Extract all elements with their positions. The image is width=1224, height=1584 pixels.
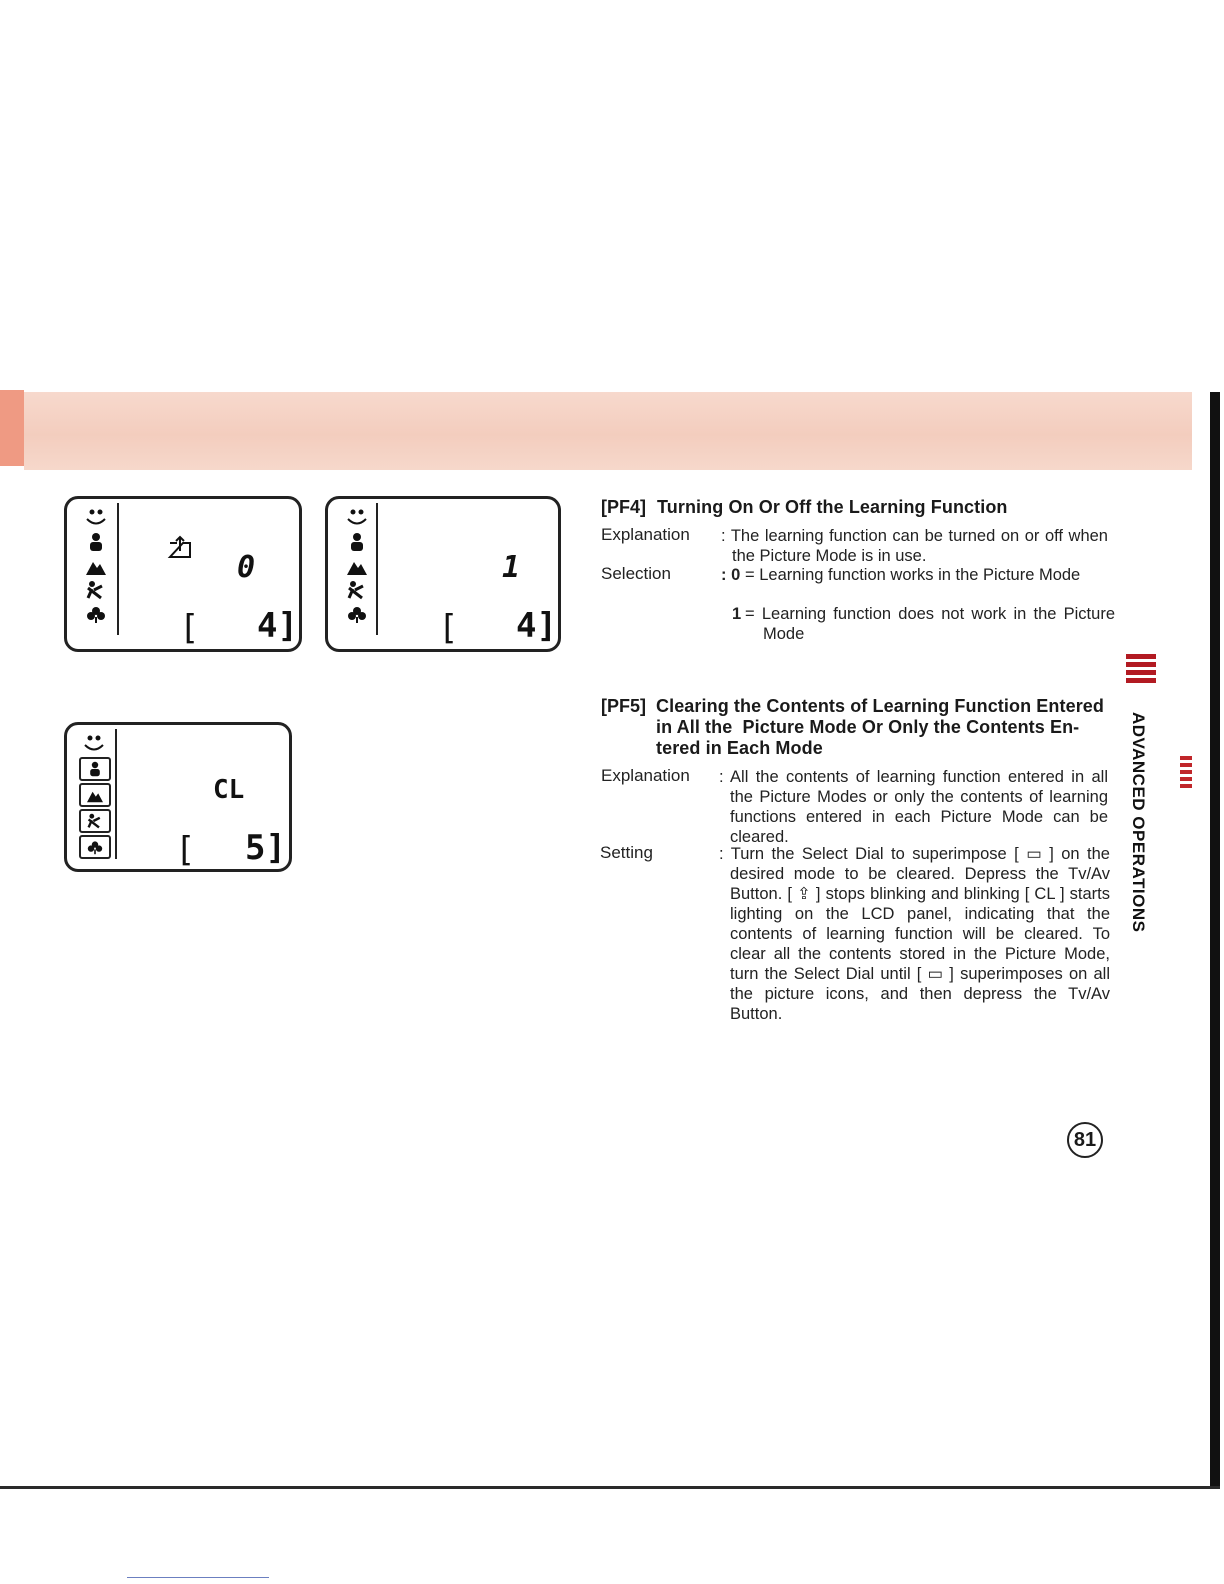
lcd-value: 0 xyxy=(237,550,256,585)
pf5-title-line3: tered in Each Mode xyxy=(656,738,823,758)
macro-icon xyxy=(83,603,109,625)
portrait-icon xyxy=(79,757,111,781)
pf4-option1-text: = Learning function does not work in the Picture Mode xyxy=(745,605,1115,643)
lcd-value: 1 xyxy=(502,550,521,585)
page-number: 81 xyxy=(1067,1122,1103,1158)
blue-underline xyxy=(127,1577,269,1578)
sports-icon xyxy=(79,809,111,833)
landscape-icon xyxy=(83,555,109,577)
pf5-setting-text: : Turn the Select Dial to superimpose [ ▭ ] on the desired mode to be cleared. Depress the Tv/Av Button. [ ⇪ ] stops blinking and blinking [ CL ] starts lighting on the LCD panel, indicating that the contents of learning function will be cleared. To clear all the contents stored in the Picture Mode, turn the Select Dial until [ ▭ ] superimposes on all the picture icons, and then depress the Tv/Av Button. xyxy=(719,845,1110,1023)
learning-icon xyxy=(167,535,193,564)
pf4-explanation-label: Explanation xyxy=(601,525,690,544)
pf5-explanation-label: Explanation xyxy=(601,766,690,785)
lcd-panel-2 xyxy=(325,496,561,652)
lcd-custom-number: 4] xyxy=(257,606,298,646)
bottom-rule xyxy=(0,1486,1220,1489)
pf4-option1-key: 1 xyxy=(732,605,742,623)
lcd-clear-indicator: CL xyxy=(213,775,245,805)
pf5-explanation-text: : All the contents of learning function entered in all the Picture Modes or only the contents of learning functions entered in each Picture Mode can be cleared. xyxy=(719,768,1108,846)
page-edge-bar xyxy=(1210,392,1220,1488)
lcd-bracket: [ xyxy=(175,830,196,870)
side-section-label: ADVANCED OPERATIONS xyxy=(1129,712,1148,933)
smiley-icon xyxy=(83,507,109,529)
portrait-icon xyxy=(83,531,109,553)
portrait-icon xyxy=(344,531,370,553)
pf4-option0-key: : 0 xyxy=(721,566,741,584)
pf5-title-line1: Clearing the Contents of Learning Function Entered xyxy=(656,696,1105,716)
pf5-tag: [PF5] xyxy=(601,696,646,716)
pf4-tag: [PF4] xyxy=(601,497,646,517)
section-marks-small xyxy=(1180,756,1192,791)
lcd-separator xyxy=(117,503,119,635)
left-color-tab xyxy=(0,390,24,466)
landscape-icon xyxy=(79,783,111,807)
header-band xyxy=(24,392,1192,470)
sports-icon xyxy=(83,579,109,601)
lcd-bracket: [ xyxy=(179,608,200,648)
mode-icon-column xyxy=(79,733,113,859)
lcd-custom-number: 4] xyxy=(516,606,557,646)
smiley-icon xyxy=(344,507,370,529)
pf4-title: Turning On Or Off the Learning Function xyxy=(657,497,1008,517)
lcd-bracket: [ xyxy=(438,608,459,648)
mode-icon-column xyxy=(83,507,113,625)
lcd-panel-1 xyxy=(64,496,302,652)
pf4-option0-text: = Learning function works in the Picture Mode xyxy=(745,566,1081,584)
lcd-custom-number: 5] xyxy=(245,828,286,868)
pf4-selection-label: Selection xyxy=(601,564,671,583)
sports-icon xyxy=(344,579,370,601)
smiley-icon xyxy=(79,733,109,755)
lcd-separator xyxy=(115,729,117,859)
mode-icon-column xyxy=(344,507,374,625)
landscape-icon xyxy=(344,555,370,577)
pf4-explanation-text: : The learning function can be turned on or off when the Picture Mode is in use. xyxy=(721,527,1108,565)
pf5-setting-label: Setting xyxy=(600,843,653,862)
lcd-panel-3 xyxy=(64,722,292,872)
lcd-separator xyxy=(376,503,378,635)
macro-icon xyxy=(79,835,111,859)
pf5-title-line2: in All the Picture Mode Or Only the Contents En- xyxy=(656,717,1080,737)
section-marks xyxy=(1126,654,1156,686)
macro-icon xyxy=(344,603,370,625)
